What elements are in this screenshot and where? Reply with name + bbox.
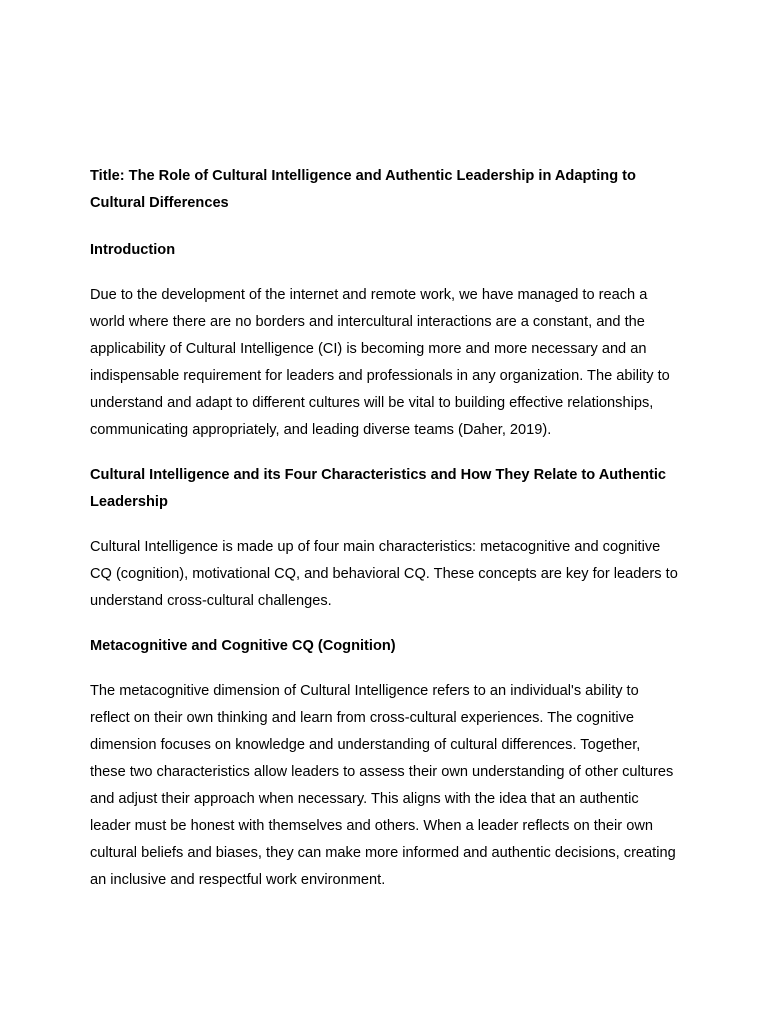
document-page xyxy=(90,163,680,894)
document-title: Title: The Role of Cultural Intelligence and Authentic Leadership in Adapting to Cultural Differences xyxy=(90,168,636,211)
section-heading-four-characteristics: Cultural Intelligence and its Four Characteristics and How They Relate to Authentic Leadership xyxy=(90,467,667,510)
section-heading-metacognitive: Metacognitive and Cognitive CQ (Cognition) xyxy=(90,638,396,654)
section-heading-introduction: Introduction xyxy=(90,242,176,258)
section-paragraph-metacognitive: The metacognitive dimension of Cultural Intelligence refers to an individual's ability to reflect on their own thinking and learn from cross-cultural experiences. The cognitive dimension focuses on knowledge and understanding of cultural differences. Together, these two characteristics allow leaders to assess their own understanding of other cultures and adjust their approach when necessary. This aligns with the idea that an authentic leader must be honest with themselves and others. When a leader reflects on their own cultural beliefs and biases, they can make more informed and authentic decisions, creating an inclusive and respectful work environment. xyxy=(90,683,676,888)
section-paragraph-introduction: Due to the development of the internet and remote work, we have managed to reach a world where there are no borders and intercultural interactions are a constant, and the applicability of Cultural Intelligence (CI) is becoming more and more necessary and an indispensable requirement for leaders and professionals in any organization. The ability to understand and adapt to different cultures will be vital to building effective relationships, communicating appropriately, and leading diverse teams (Daher, 2019). xyxy=(90,287,670,438)
section-paragraph-four-characteristics: Cultural Intelligence is made up of four main characteristics: metacognitive and cognitive CQ (cognition), motivational CQ, and behavioral CQ. These concepts are key for leaders to understand cross-cultural challenges. xyxy=(90,539,678,609)
